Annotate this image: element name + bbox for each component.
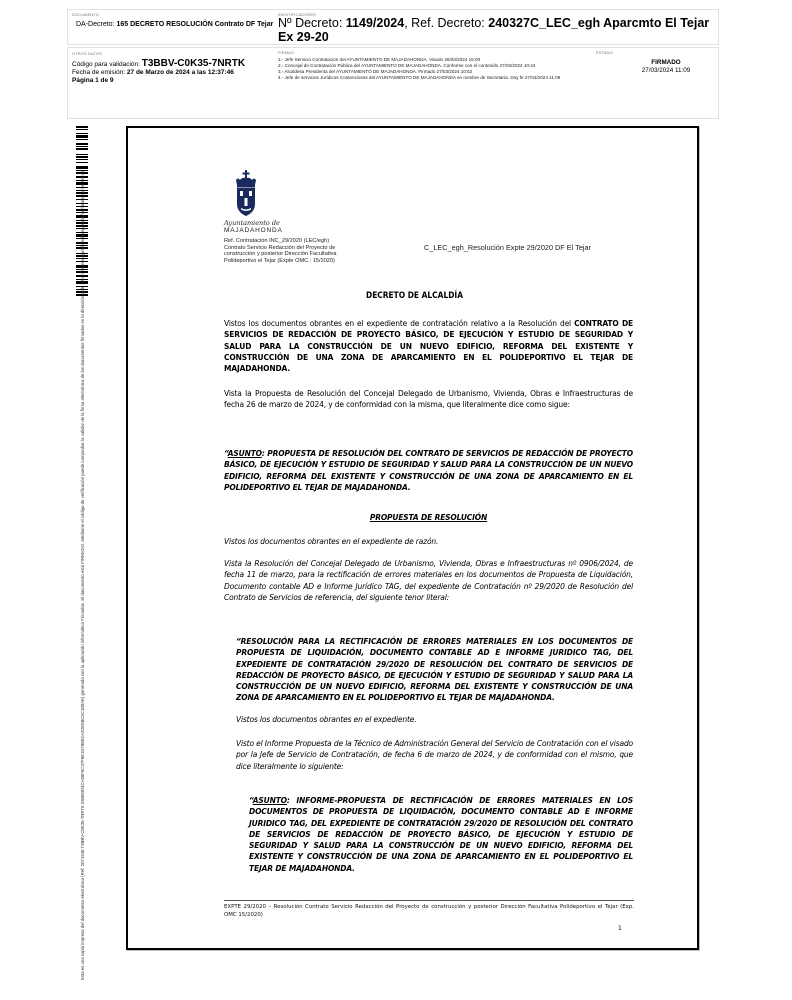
paragraph-vistos-expediente: Vistos los documentos obrantes en el expediente. [236,715,417,724]
barcode-stripe [76,133,88,134]
paragraph-vistos-contract: CONTRATO DE SERVICIOS DE REDACCIÓN DE PROYECTO BÁSICO, DE EJECUCIÓN Y ESTUDIO DE SEGURIDAD Y SALUD PARA LA CONSTRUCCIÓN DE UN NUEVO EDIFICIO, REFORMA DEL EXISTENTE Y CONSTRUCCIÓN DE UNA ZONA DE APARCAMIENTO EN EL POLIDEPORTIVO EL TEJAR DE MAJADAHONDA. [224,319,633,374]
otros-datos [72,60,282,85]
firma-item: 4.- Jefe de servicios Jurídicos Contenciosos del AYUNTAMIENTO DE MAJADAHONDA en nombre de Secretaría. Doy fe 27/03/2024 11:09 [278,75,561,80]
otros-datos-caption: OTROS DATOS [72,51,102,56]
page-number: 1 [618,925,622,932]
paragraph-visto-informe: Visto el Informe Propuesta de la Técnico de Administración General del Servicio de Contratación con el visado por la Jefe de Servicio de Contratación, de fecha 6 de marzo de 2024, y de conformidad con el mismo, que dice literalmente lo siguiente: [236,739,633,771]
asunto-informe-text: : INFORME-PROPUESTA DE RECTIFICACIÓN DE ERRORES MATERIALES EN LOS DOCUMENTOS DE PROPUESTA DE LIQUIDACIÓN, DOCUMENTO CONTABLE AD E INFORME JURIDICO TAG, DEL EXPEDIENTE DE CONTRATACIÓN 29/2020 DE RESOLUCIÓN DEL CONTRATO DE SERVICIOS DE REDACCIÓN DE PROYECTO BÁSICO, DE EJECUCIÓN Y ESTUDIO DE SEGURIDAD Y SALUD PARA LA CONSTRUCCIÓN DE UN NUEVO EDIFICIO, REFORMA DEL EXISTENTE Y CONSTRUCCIÓN DE UNA ZONA DE APARCAMIENTO EN EL POLIDEPORTIVO EL TEJAR DE MAJADAHONDA. [249,796,633,873]
barcode-stripe [76,126,88,128]
documento-title [76,20,276,29]
contract-reference [224,238,369,264]
pagina-indicator: Página 1 de 9 [72,77,114,84]
ref-line: Contrato Servicio Redacción del Proyecto de [224,244,336,251]
asunto-open-quote: “ [224,449,228,458]
decreto-label: Nº Decreto: [278,16,346,30]
paragraph-vista-propuesta: Vista la Propuesta de Resolución del Concejal Delegado de Urbanismo, Vivienda, Obras e Infraestructuras de fecha 26 de marzo de 2024, y de conformidad con la misma, que literalmente dice como sigue: [224,389,633,410]
fecha-label: Fecha de emisión: [72,69,127,76]
estado-block [616,59,716,75]
documento-prefix: DA-Decreto: [76,21,117,28]
asunto-text: : PROPUESTA DE RESOLUCIÓN DEL CONTRATO DE SERVICIOS DE REDACCIÓN DE PROYECTO BÁSICO, DE EJECUCIÓN Y ESTUDIO DE SEGURIDAD Y SALUD PARA LA CONSTRUCCIÓN DE UN NUEVO EDIFICIO, REFORMA DEL EXISTENTE Y CONSTRUCCIÓN DE UNA ZONA DE APARCAMIENTO EN EL POLIDEPORTIVO EL TEJAR DE MAJADAHONDA. [224,449,633,492]
paragraph-resolucion-quote: “RESOLUCIÓN PARA LA RECTIFICACIÓN DE ERRORES MATERIALES EN LOS DOCUMENTOS DE PROPUESTA DE LIQUIDACIÓN, DOCUMENTO CONTABLE AD E INFORME JURIDICO TAG, DEL EXPEDIENTE DE CONTRATACIÓN 29/2020 DE RESOLUCIÓN DEL CONTRATO DE SERVICIOS DE REDACCIÓN DE PROYECTO BÁSICO, DE EJECUCIÓN Y ESTUDIO DE SEGURIDAD Y SALUD PARA LA CONSTRUCCIÓN DE UN NUEVO EDIFICIO, REFORMA DEL EXISTENTE Y CONSTRUCCIÓN DE UNA ZONA DE APARCAMIENTO EN EL POLIDEPORTIVO EL TEJAR DE MAJADAHONDA. [236,637,633,703]
documento-caption: DOCUMENTO [72,12,100,17]
ref-line: construcción y posterior Dirección Facultativa [224,251,337,258]
fecha-value: 27 de Marzo de 2024 a las 12:37:46 [126,69,234,76]
ref-line: Ref. Contratación INC_29/2020 (LEC/egh) [224,238,330,244]
ref-label: , Ref. Decreto: [404,16,489,30]
paragraph-asunto-informe [249,795,633,874]
documento-name: 165 DECRETO RESOLUCIÓN Contrato DF Tejar [116,21,274,28]
footer-divider [224,900,634,901]
header-signatures-row [67,47,719,119]
verification-side-text: Esta es una copia impresa del documento electrónico (Ref: 2071948 T3BBV-C0K35-7NRTK E6B83D4CA58F6C37F6E1D788E2A2DE6BC5C100AE) generada con la aplicación informática Firmadoc. El documento está FIRMADO. Mediante el código de verificación puede comprobar la validez de la firma electrónica de los documentos firmados en la dirección web: https://sede.majadahonda.org/portal/verificaDocumentos.do [80,170,85,980]
paragraph-vistos-intro: Vistos los documentos obrantes en el expediente de contratación relativo a la Resolución del [224,319,575,328]
identificadores-value [278,16,718,44]
ref-value: 240327C_LEC_egh Aparcmto El Tejar Ex 29-20 [278,16,710,44]
firmas-list [278,57,598,81]
header-identification-row [67,9,719,45]
barcode-stripe [76,135,88,138]
identificadores-caption: IDENTIFICADORES [278,12,316,17]
estado-value: FIRMADO [651,59,681,66]
estado-date: 27/03/2024 11:09 [641,67,691,74]
barcode-stripe [76,129,88,130]
firma-item: 2.- Concejal de Contratación Pública del AYUNTAMIENTO DE MAJADAHONDA. Conforme con el contenido 27/03/2024 10:44 [278,63,536,68]
codigo-validacion [72,60,282,69]
document-page [126,126,699,950]
page-footer: EXPTE 29/2020 – Resolución Contrato Servicio Redacción del Proyecto de construcción y posterior Dirección Facultativa Polideportivo el Tejar (Exp. OMC 15/2020) [224,904,634,918]
paragraph-vistos-razon: Vistos los documentos obrantes en el expediente de razón. [224,537,439,546]
page-title: DECRETO DE ALCALDÍA [365,291,464,301]
logo-text [224,220,283,234]
codigo-value[interactable]: T3BBV-C0K35-7NRTK [141,58,246,69]
codigo-label: Código para validación: [72,61,142,68]
firmas-caption: FIRMAS [278,50,294,55]
logo-line-2: MAJADAHONDA [224,227,283,234]
asunto-label: ASUNTO [227,449,262,458]
logo-line-1: Ayuntamiento de [224,219,280,227]
paragraph-asunto [224,448,633,493]
firma-item: 1.- Jefe Servicio Contratacion del AYUNTAMIENTO DE MAJADAHONDA. Visado 26/03/2024 15:00 [278,57,481,62]
paragraph-vista-resolucion: Vista la Resolución del Concejal Delegado de Urbanismo, Vivienda, Obras e Infraestructuras nº 0906/2024, de fecha 11 de marzo, para la rectificación de errores materiales en los documentos de Propuesta de Liquidación, Documento contable AD e Informe Jurídico TAG, del expediente de Contratación nº 29/2020 de Resolución del Contrato de Servicios de referencia, del siguiente tenor literal: [224,559,633,602]
estado-caption: ESTADO [596,50,613,55]
section-heading-propuesta: PROPUESTA DE RESOLUCIÓN [369,513,488,522]
fecha-emision [72,69,282,77]
paragraph-vistos [224,318,633,374]
asunto-informe-label: ASUNTO [252,796,287,805]
asunto-informe-open-quote: “ [249,796,253,805]
firma-item: 3.- Alcaldesa Presidenta del AYUNTAMIENTO DE MAJADAHONDA. Firmado 27/03/2024 10:52 [278,69,473,74]
ref-line: Polideportivo el Tejar (Expte OMC.: 15/2020) [224,257,335,264]
decreto-number: 1149/2024 [345,16,405,30]
file-reference: C_LEC_egh_Resolución Expte 29/2020 DF El Tejar [424,243,591,252]
